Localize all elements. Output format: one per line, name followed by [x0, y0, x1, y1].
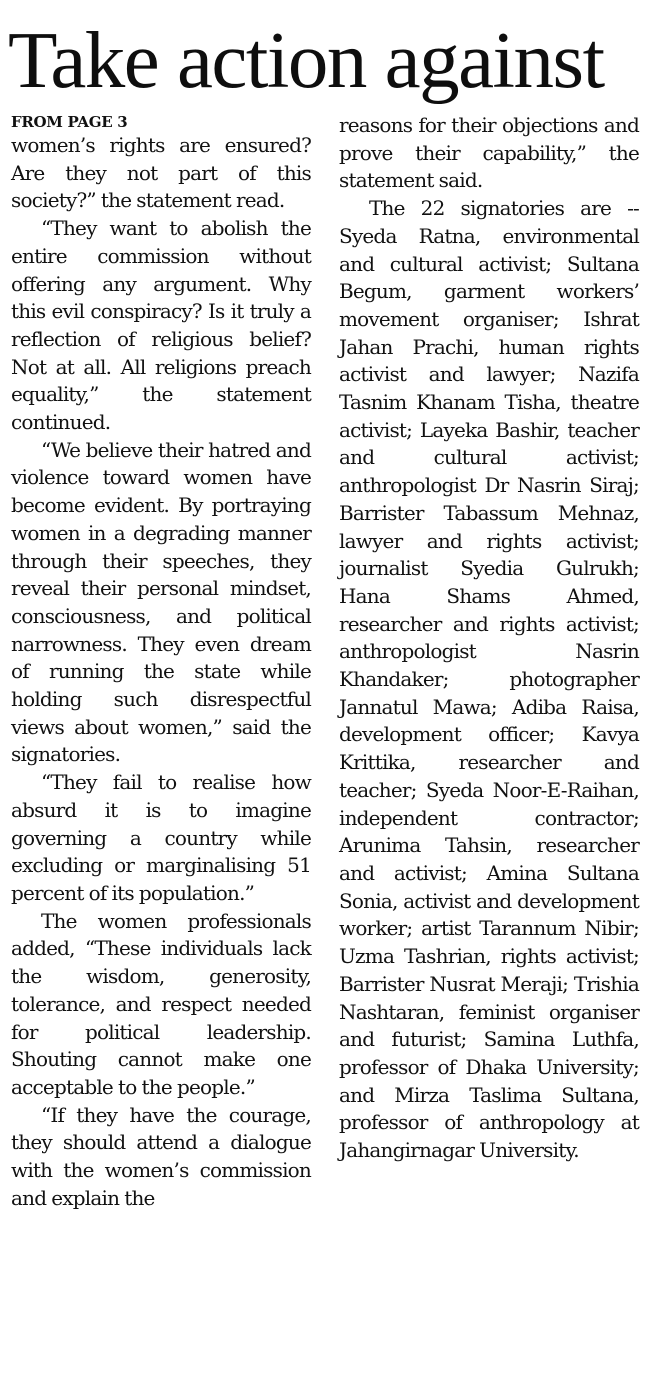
article-column-right: [339, 112, 639, 1165]
headline: Take action against: [8, 15, 604, 105]
article-paragraph: “We believe their hatred and violence toward women have become evident. By portraying women in a degrading manner through their speeches, they reveal their personal mindset, consciousness, and political narrowness. They even dream of running the state while holding such disrespectful views about women,” said the signatories.: [11, 437, 311, 767]
article-paragraph: The women professionals added, “These individuals lack the wisdom, generosity, tolerance, and respect needed for political leadership. Shouting cannot make one acceptable to the people.”: [11, 908, 311, 1099]
jump-line: FROM PAGE 3: [11, 113, 128, 131]
article-column-left: [11, 112, 311, 1212]
article-paragraph: “If they have the courage, they should attend a dialogue with the women’s commission and explain the: [11, 1102, 311, 1210]
article-paragraph: “They want to abolish the entire commission without offering any argument. Why this evil conspiracy? Is it truly a reflection of religious belief? Not at all. All religions preach equality,” the statement continued.: [11, 216, 311, 435]
article-paragraph: reasons for their objections and prove their capability,” the statement said.: [339, 113, 639, 193]
article-paragraph: women’s rights are ensured? Are they not part of this society?” the statement read.: [11, 133, 311, 213]
article-paragraph: “They fail to realise how absurd it is to imagine governing a country while excluding or marginalising 51 percent of its population.”: [11, 770, 311, 905]
signatories-paragraph: The 22 signatories are -- Syeda Ratna, environmental and cultural activist; Sultana Begum, garment workers’ movement organiser; Ishrat Jahan Prachi, human rights activist and lawyer; Nazifa Tasnim Khanam Tisha, theatre activist; Layeka Bashir, teacher and cultural activist; anthropologist Dr Nasrin Siraj; Barrister Tabassum Mehnaz, lawyer and rights activist; journalist Syedia Gulrukh; Hana Shams Ahmed, researcher and rights activist; anthropologist Nasrin Khandaker; photographer Jannatul Mawa; Adiba Raisa, development officer; Kavya Krittika, researcher and teacher; Syeda Noor-E-Raihan, independent contractor; Arunima Tahsin, researcher and activist; Amina Sultana Sonia, activist and development worker; artist Tarannum Nibir; Uzma Tashrian, rights activist; Barrister Nusrat Meraji; Trishia Nashtaran, feminist organiser and futurist; Samina Luthfa, professor of Dhaka University; and Mirza Taslima Sultana, professor of anthropology at Jahangirnagar University.: [339, 196, 639, 1163]
